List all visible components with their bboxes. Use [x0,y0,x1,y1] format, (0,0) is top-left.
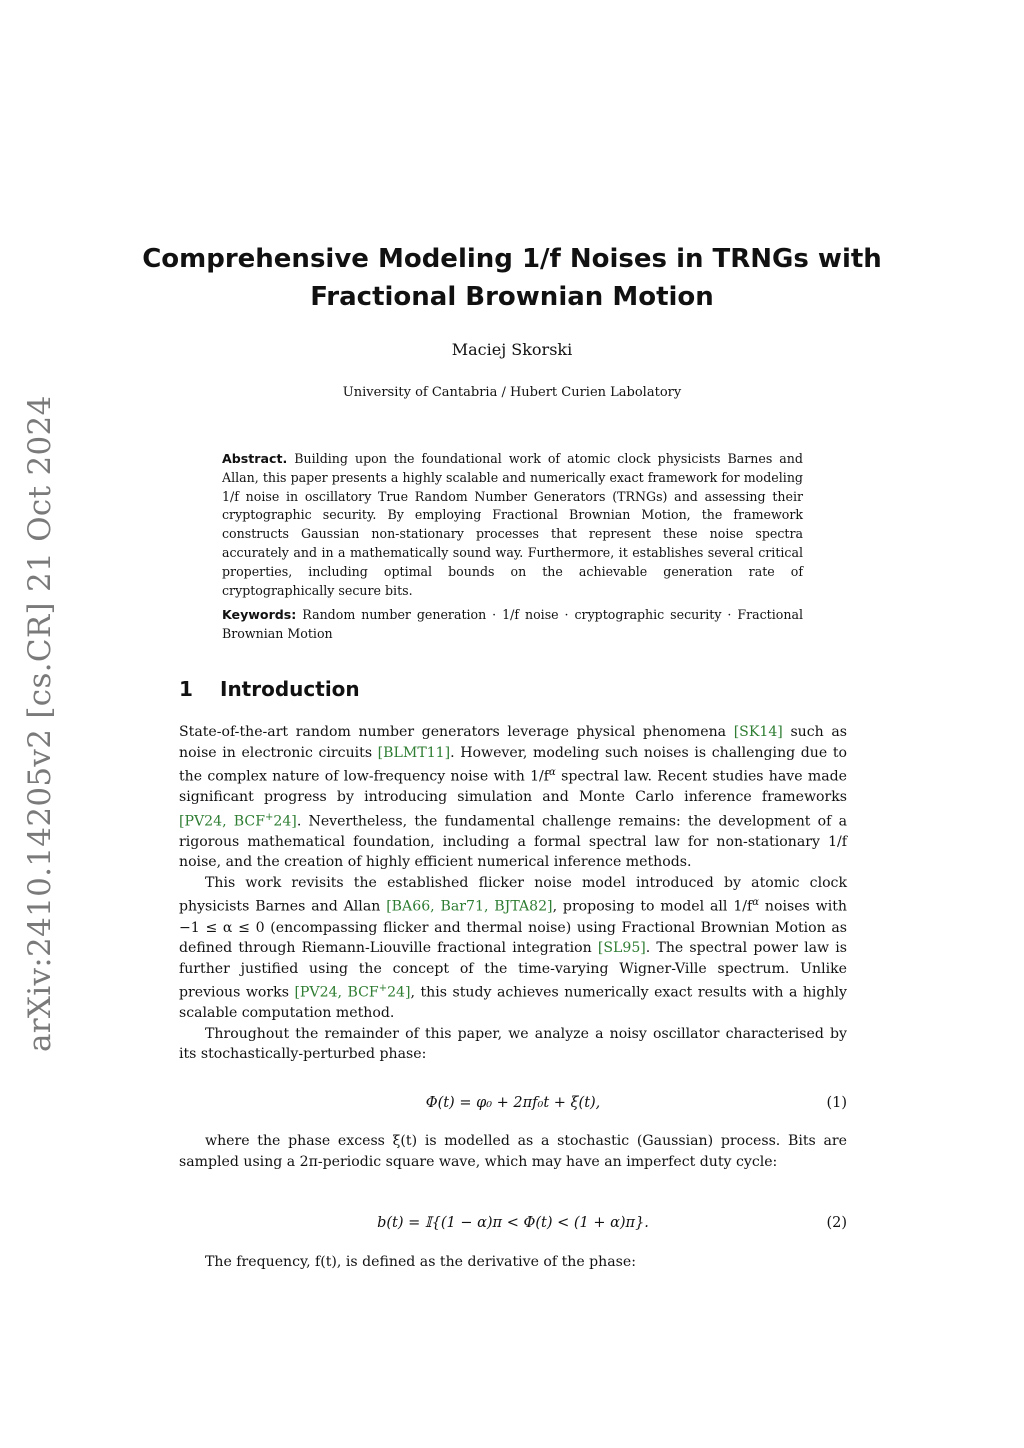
paragraph-4-block [179,1131,847,1172]
paragraph-5: The frequency, f(t), is defined as the derivative of the phase: [205,1254,636,1270]
section-number: 1 [179,677,193,701]
abstract [222,450,803,600]
text-run: noises with −1 ≤ α ≤ 0 (encompassing flicker and thermal noise) using Fractional Brownian Motion as defined through Riemann-Liouville fractional integration [179,899,847,957]
text-run: . The spectral power law is further justified using the concept of the time-varying Wigner-Ville spectrum. Unlike previous works [179,940,847,1001]
text-run: , proposing to model all 1/f [552,899,753,916]
text-run: such as noise in electronic circuits [179,724,847,761]
equation-1 [179,1091,847,1115]
paragraph-5-block [179,1252,847,1273]
paper-title: Comprehensive Modeling 1/f Noises in TRNGs with Fractional Brownian Motion [142,244,882,312]
arxiv-stamp: arXiv:2410.14205v2 [cs.CR] 21 Oct 2024 [22,395,58,1052]
text-run: . However, modeling such noises is challenging due to the complex nature of low-frequency noise with 1/f [179,744,847,785]
equation-2 [179,1211,847,1235]
citation-link[interactable]: [PV24, BCF [294,984,379,1001]
section-title: Introduction [220,677,360,701]
keywords [222,606,803,644]
equation-1-number: (1) [826,1095,847,1111]
text-run: This work revisits the established flicker noise model introduced by atomic clock physicists Barnes and Allan [179,874,847,916]
equation-2-formula: b(t) = 𝕀{(1 − α)π < Φ(t) < (1 + α)π}. [377,1215,649,1231]
author-affiliation: University of Cantabria / Hubert Curien Labolatory [342,385,682,400]
text-run: State-of-the-art random number generators leverage physical phenomena [179,724,734,740]
intro-paragraphs [179,722,847,1065]
equation-1-formula: Φ(t) = φ₀ + 2πf₀t + ξ(t), [425,1095,601,1111]
citation-link[interactable]: 24] [273,813,297,830]
citation-link[interactable]: [PV24, BCF [179,813,265,830]
abstract-text: Building upon the foundational work of atomic clock physicists Barnes and Allan, this paper presents a highly scalable and numerically exact framework for modeling 1/f noise in oscillatory True Random Number Generators (TRNGs) and assessing their cryptographic security. By employing Fractional Brownian Motion, the framework constructs Gaussian non-stationary processes that represent these noise spectra accurately and in a mathematically sound way. Furthermore, it establishes several critical properties, including optimal bounds on the achievable generation rate of cryptographically secure bits. [222,451,803,598]
text-run: . Nevertheless, the fundamental challenge remains: the development of a rigorous mathematical foundation, including a formal spectral law for non-stationary 1/f noise, and the creation of highly efficient numerical inference methods. [179,813,847,871]
author-name: Maciej Skorski [451,340,573,359]
equation-2-number: (2) [826,1215,847,1231]
paragraph-2: This work revisits the established flicker noise model introduced by atomic clock physicists Barnes and Allan [BA66, Bar71, BJTA82], proposing to model all $1/f^\alpha$ noises with −1 ≤ α ≤ 0 (encompassing flicker and thermal noise) using Fractional Brownian Motion as defined through Riemann-Liouville fractional integration [SL95]. The spectral power law is further justified using the concept of the time-varying Wigner-Ville spectrum. Unlike previous works [PV24, BCF+24], this study achieves numerically exact results with a highly scalable computation method. [179,874,847,1022]
citation-link[interactable]: 24] [387,984,411,1001]
section-heading [179,677,360,701]
keywords-text: Random number generation · 1/f noise · cryptographic security · Fractional Brownian Motion [222,607,803,641]
abstract-label: Abstract. [222,451,288,466]
text-run: spectral law. Recent studies have made significant progress by introducing simulation and Monte Carlo inference frameworks [179,768,848,806]
keywords-label: Keywords: [222,607,297,622]
text-run: , this study achieves numerically exact results with a highly scalable computation method. [179,984,847,1022]
citation-link[interactable]: [SK14] [733,724,783,740]
paragraph-1: State-of-the-art random number generators leverage physical phenomena [SK14] such as noise in electronic circuits [BLMT11]. However, modeling such noises is challenging due to the complex nature of low-frequency noise with $1/f^\alpha$ spectral law. Recent studies have made significant progress by introducing simulation and Monte Carlo inference frameworks [PV24, BCF+24]. Nevertheless, the fundamental challenge remains: the development of a rigorous mathematical foundation, including a formal spectral law for non-stationary 1/f noise, and the creation of highly efficient numerical inference methods. [179,724,848,871]
citation-link[interactable]: [BA66, Bar71, BJTA82] [386,899,553,916]
citation-link[interactable]: [SL95] [597,940,646,957]
paragraph-3: Throughout the remainder of this paper, we analyze a noisy oscillator characterised by its stochastically-perturbed phase: [179,1025,847,1063]
paragraph-4: where the phase excess ξ(t) is modelled as a stochastic (Gaussian) process. Bits are sampled using a 2π-periodic square wave, which may have an imperfect duty cycle: [179,1133,847,1170]
citation-link[interactable]: [BLMT11] [377,744,451,761]
